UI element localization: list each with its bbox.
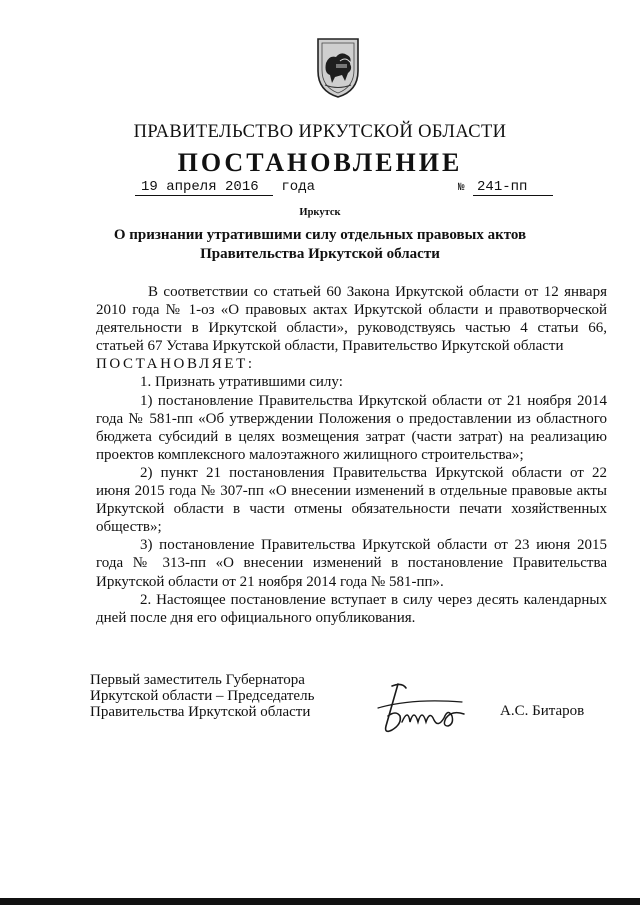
scan-border	[0, 898, 640, 905]
preamble-paragraph: В соответствии со статьей 60 Закона Иркутской области от 12 января 2010 года № 1-оз «О правовых актах Иркутской области и правотворческой деятельности в Иркутской области», руководствуясь частью 4 статьи 66, статьей 67 Устава Иркутской области, Правительство Иркутской области	[96, 284, 607, 355]
document-subject	[80, 226, 560, 264]
resolves-heading: ПОСТАНОВЛЯЕТ:	[96, 356, 255, 373]
signature-icon	[372, 678, 470, 738]
subject-line-1: О признании утратившими силу отдельных правовых актов	[113, 227, 527, 243]
list-item: 3) постановление Правительства Иркутской области от 23 июня 2015 года № 313-пп «О внесении изменений в постановление Правительства Иркутской области от 21 ноября 2014 года № 581-пп».	[96, 537, 607, 590]
list-item: 2) пункт 21 постановления Правительства Иркутской области от 22 июня 2015 года № 307-пп «О внесении изменений в отдельные правовые акты Иркутской области в части отмены обязательности печати хозяйственных обществ»;	[96, 464, 607, 536]
signer-position	[90, 672, 314, 720]
coat-of-arms-icon	[313, 33, 363, 99]
date-line	[135, 179, 315, 196]
signer-position-line-1: Первый заместитель Губернатора	[90, 672, 305, 688]
list-item: 1) постановление Правительства Иркутской области от 21 ноября 2014 года № 581-пп «Об утверждении Положения о предоставлении из областного бюджета субсидий в целях возмещения затрат (части затрат) на реализацию проектов комплексного малоэтажного жилищного строительства»;	[96, 392, 607, 463]
document-type-title: ПОСТАНОВЛЕНИЕ	[177, 148, 463, 177]
government-name: ПРАВИТЕЛЬСТВО ИРКУТСКОЙ ОБЛАСТИ	[133, 122, 507, 142]
number-label: №	[458, 182, 465, 194]
document-body	[96, 283, 607, 627]
signer-position-line-3: Правительства Иркутской области	[90, 704, 311, 720]
city-name: Иркутск	[299, 207, 341, 218]
point-2: 2. Настоящее постановление вступает в силу через десять календарных дней после дня его официального опубликования.	[96, 591, 607, 626]
date-suffix: года	[281, 179, 316, 195]
number-line	[458, 179, 553, 196]
signer-position-line-2: Иркутской области – Председатель	[90, 688, 315, 704]
point-1: 1. Признать утратившими силу:	[140, 374, 343, 391]
signer-name: А.С. Битаров	[500, 703, 585, 719]
subject-line-2: Правительства Иркутской области	[200, 246, 440, 262]
document-date: 19 апреля 2016	[135, 179, 273, 196]
document-number: 241-пп	[473, 179, 553, 196]
